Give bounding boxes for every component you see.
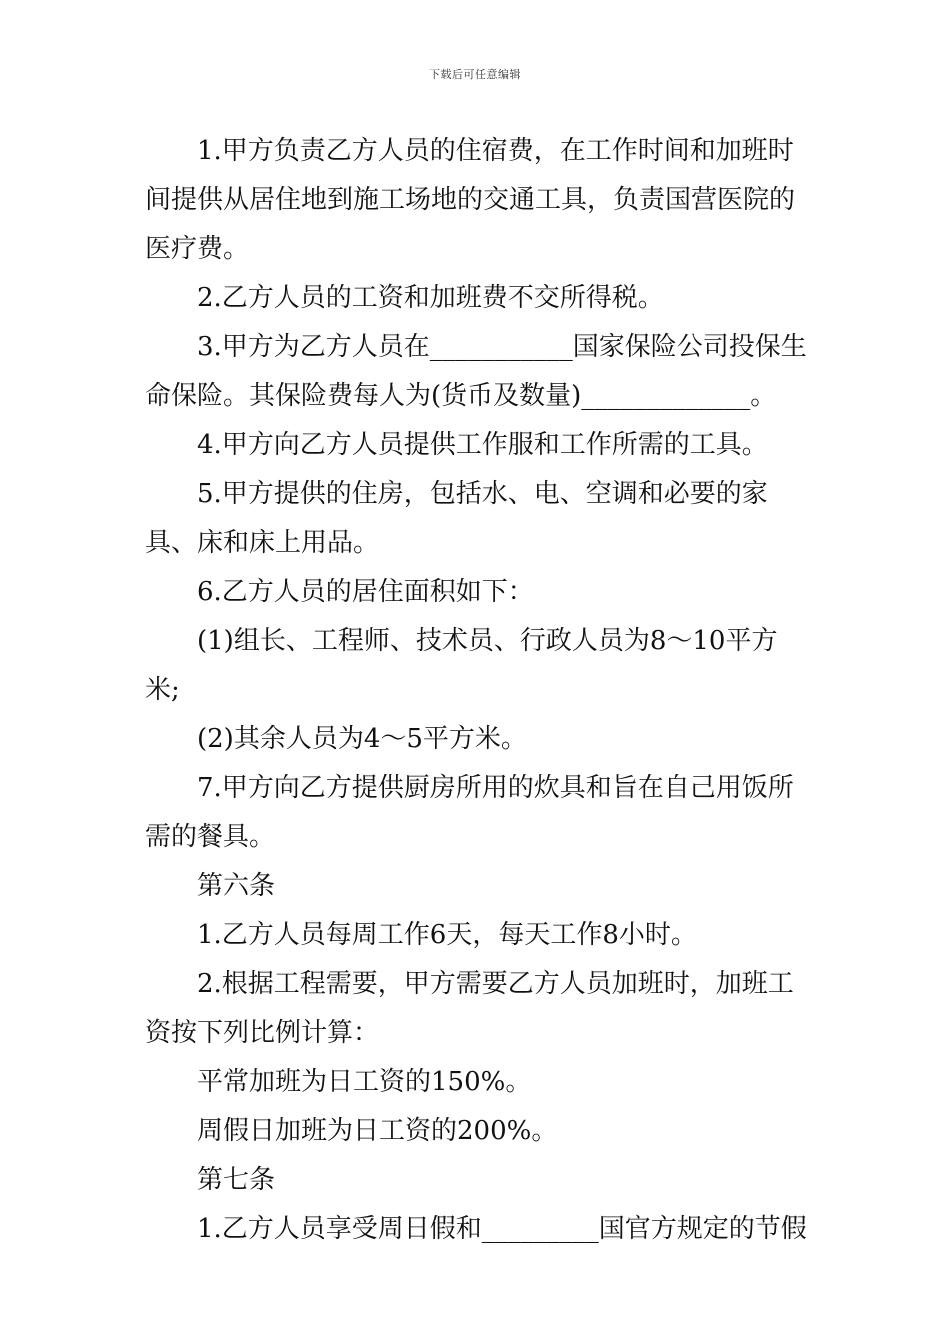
article-heading-7: 第七条 (197, 1165, 276, 1195)
paragraph-7: (1)组长、工程师、技术员、行政人员为8～10平方米; (145, 626, 778, 705)
paragraph-12: 2.根据工程需要，甲方需要乙方人员加班时，加班工资按下列比例计算： (145, 969, 794, 1048)
paragraph-1: 1.甲方负责乙方人员的住宿费，在工作时间和加班时间提供从居住地到施工场地的交通工具，负责国营医院的医疗费。 (145, 136, 796, 264)
page-header-note: 下载后可任意编辑 (429, 68, 521, 81)
article-heading-6: 第六条 (197, 871, 276, 901)
paragraph-9: 7.甲方向乙方提供厨房所用的炊具和旨在自己用饭所需的餐具。 (145, 773, 794, 852)
paragraph-11: 1.乙方人员每周工作6天，每天工作8小时。 (197, 920, 697, 950)
document-body (145, 127, 810, 1254)
paragraph-13: 平常加班为日工资的150%。 (197, 1067, 532, 1097)
paragraph-6: 6.乙方人员的居住面积如下： (197, 577, 534, 607)
paragraph-5: 5.甲方提供的住房，包括水、电、空调和必要的家具、床和床上用品。 (145, 479, 768, 558)
paragraph-8: (2)其余人员为4～5平方米。 (197, 724, 527, 754)
paragraph-16: 1.乙方人员享受周日假和_________国官方规定的节假 (197, 1214, 807, 1244)
paragraph-14: 周假日加班为日工资的200%。 (197, 1116, 558, 1146)
paragraph-3: 3.甲方为乙方人员在___________国家保险公司投保生命保险。其保险费每人为(货币及数量)_____________。 (145, 332, 807, 411)
paragraph-4: 4.甲方向乙方人员提供工作服和工作所需的工具。 (197, 430, 768, 460)
paragraph-2: 2.乙方人员的工资和加班费不交所得税。 (197, 283, 664, 313)
